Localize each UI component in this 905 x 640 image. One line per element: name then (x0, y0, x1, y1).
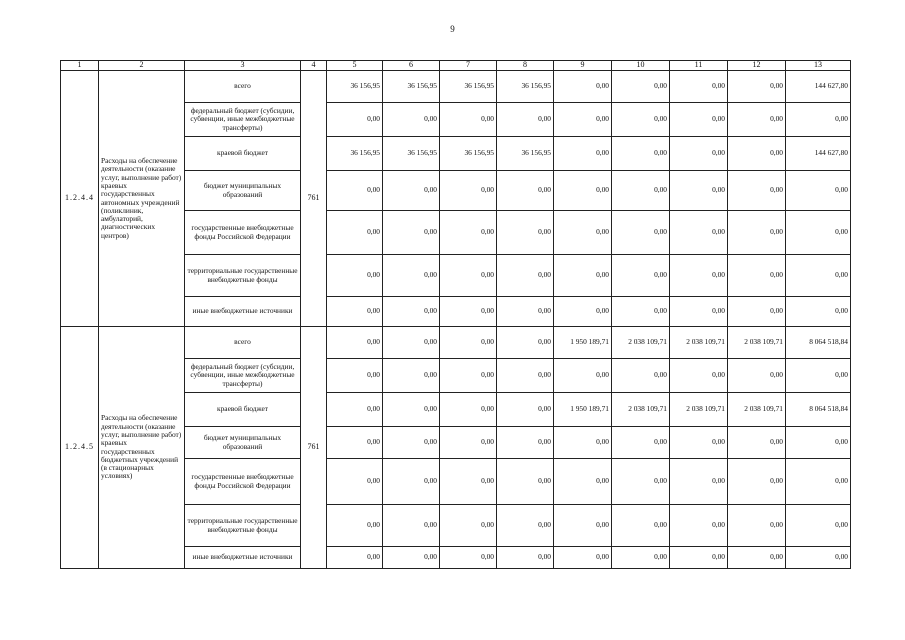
column-number: 1 (61, 61, 99, 71)
amount-cell: 0,00 (670, 71, 728, 103)
amount-cell: 0,00 (554, 427, 612, 459)
amount-cell: 1 950 189,71 (554, 327, 612, 359)
amount-cell: 0,00 (497, 327, 554, 359)
item-code: 1.2.4.4 (61, 71, 99, 327)
amount-cell: 0,00 (497, 505, 554, 547)
column-number: 13 (786, 61, 851, 71)
amount-cell: 0,00 (327, 327, 383, 359)
grbs-code: 761 (301, 71, 327, 327)
amount-cell: 0,00 (728, 459, 786, 505)
column-number: 5 (327, 61, 383, 71)
amount-cell: 0,00 (497, 427, 554, 459)
amount-cell: 0,00 (670, 255, 728, 297)
amount-cell: 2 038 109,71 (670, 327, 728, 359)
funding-source: всего (185, 327, 301, 359)
amount-cell: 0,00 (612, 505, 670, 547)
column-number: 10 (612, 61, 670, 71)
amount-cell: 0,00 (612, 255, 670, 297)
column-number: 6 (383, 61, 440, 71)
amount-cell: 0,00 (728, 505, 786, 547)
amount-cell: 0,00 (497, 359, 554, 393)
item-description: Расходы на обеспечение деятельности (оказание услуг, выполнение работ) краевых государственных бюджетных учреждений (в стационарных условиях) (99, 327, 185, 569)
amount-cell: 0,00 (612, 459, 670, 505)
funding-source: краевой бюджет (185, 137, 301, 171)
amount-cell: 0,00 (728, 103, 786, 137)
amount-cell: 0,00 (440, 459, 497, 505)
amount-cell: 0,00 (440, 211, 497, 255)
amount-cell: 0,00 (327, 459, 383, 505)
amount-cell: 0,00 (786, 171, 851, 211)
amount-cell: 0,00 (440, 103, 497, 137)
amount-cell: 0,00 (612, 71, 670, 103)
amount-cell: 0,00 (383, 427, 440, 459)
amount-cell: 0,00 (554, 505, 612, 547)
amount-cell: 0,00 (440, 255, 497, 297)
amount-cell: 0,00 (440, 427, 497, 459)
amount-cell: 0,00 (786, 459, 851, 505)
amount-cell: 0,00 (728, 427, 786, 459)
amount-cell: 0,00 (440, 359, 497, 393)
amount-cell: 0,00 (786, 211, 851, 255)
amount-cell: 0,00 (728, 547, 786, 569)
amount-cell: 0,00 (383, 171, 440, 211)
amount-cell: 0,00 (383, 255, 440, 297)
amount-cell: 0,00 (440, 171, 497, 211)
section-1-2-4-5 (61, 327, 851, 569)
amount-cell: 2 038 109,71 (670, 393, 728, 427)
amount-cell: 0,00 (670, 505, 728, 547)
amount-cell: 0,00 (554, 359, 612, 393)
amount-cell: 0,00 (383, 459, 440, 505)
column-number: 4 (301, 61, 327, 71)
column-number: 2 (99, 61, 185, 71)
amount-cell: 0,00 (728, 71, 786, 103)
amount-cell: 0,00 (670, 103, 728, 137)
amount-cell: 0,00 (612, 359, 670, 393)
amount-cell: 0,00 (554, 137, 612, 171)
amount-cell: 0,00 (383, 505, 440, 547)
amount-cell: 2 038 109,71 (728, 393, 786, 427)
amount-cell: 0,00 (670, 459, 728, 505)
column-number: 11 (670, 61, 728, 71)
amount-cell: 0,00 (612, 211, 670, 255)
funding-source: территориальные государственные внебюджетные фонды (185, 255, 301, 297)
amount-cell: 0,00 (670, 547, 728, 569)
amount-cell: 0,00 (670, 211, 728, 255)
amount-cell: 2 038 109,71 (612, 393, 670, 427)
amount-cell: 144 627,80 (786, 71, 851, 103)
amount-cell: 0,00 (728, 171, 786, 211)
funding-source: федеральный бюджет (субсидии, субвенции, иные межбюджетные трансферты) (185, 359, 301, 393)
amount-cell: 0,00 (440, 547, 497, 569)
funding-source: всего (185, 71, 301, 103)
amount-cell: 1 950 189,71 (554, 393, 612, 427)
amount-cell: 36 156,95 (383, 71, 440, 103)
amount-cell: 0,00 (728, 211, 786, 255)
amount-cell: 0,00 (670, 359, 728, 393)
amount-cell: 0,00 (786, 103, 851, 137)
table-row (61, 71, 851, 103)
amount-cell: 8 064 518,84 (786, 393, 851, 427)
funding-source: государственные внебюджетные фонды Российской Федерации (185, 211, 301, 255)
amount-cell: 0,00 (612, 427, 670, 459)
amount-cell: 0,00 (497, 103, 554, 137)
table-row (61, 327, 851, 359)
amount-cell: 0,00 (440, 327, 497, 359)
amount-cell: 0,00 (786, 547, 851, 569)
funding-source: территориальные государственные внебюджетные фонды (185, 505, 301, 547)
amount-cell: 0,00 (327, 359, 383, 393)
amount-cell: 36 156,95 (327, 137, 383, 171)
amount-cell: 8 064 518,84 (786, 327, 851, 359)
amount-cell: 0,00 (327, 297, 383, 327)
amount-cell: 0,00 (786, 297, 851, 327)
amount-cell: 0,00 (670, 427, 728, 459)
amount-cell: 0,00 (554, 171, 612, 211)
amount-cell: 2 038 109,71 (728, 327, 786, 359)
funding-source: иные внебюджетные источники (185, 547, 301, 569)
item-code: 1.2.4.5 (61, 327, 99, 569)
amount-cell: 0,00 (786, 359, 851, 393)
amount-cell: 0,00 (554, 211, 612, 255)
amount-cell: 0,00 (786, 255, 851, 297)
amount-cell: 0,00 (383, 103, 440, 137)
page-number: 9 (450, 24, 455, 34)
amount-cell: 0,00 (327, 211, 383, 255)
amount-cell: 0,00 (327, 393, 383, 427)
amount-cell: 0,00 (497, 171, 554, 211)
amount-cell: 0,00 (612, 103, 670, 137)
funding-source: краевой бюджет (185, 393, 301, 427)
amount-cell: 0,00 (554, 255, 612, 297)
amount-cell: 0,00 (554, 71, 612, 103)
amount-cell: 0,00 (383, 547, 440, 569)
funding-source: государственные внебюджетные фонды Российской Федерации (185, 459, 301, 505)
amount-cell: 144 627,80 (786, 137, 851, 171)
amount-cell: 0,00 (327, 505, 383, 547)
funding-source: федеральный бюджет (субсидии, субвенции, иные межбюджетные трансферты) (185, 103, 301, 137)
amount-cell: 0,00 (497, 255, 554, 297)
funding-source: бюджет муниципальных образований (185, 427, 301, 459)
amount-cell: 0,00 (327, 255, 383, 297)
amount-cell: 0,00 (497, 211, 554, 255)
amount-cell: 0,00 (670, 171, 728, 211)
amount-cell: 0,00 (612, 137, 670, 171)
amount-cell: 0,00 (670, 137, 728, 171)
column-number: 7 (440, 61, 497, 71)
amount-cell: 0,00 (383, 297, 440, 327)
column-number: 8 (497, 61, 554, 71)
amount-cell: 0,00 (786, 427, 851, 459)
amount-cell: 0,00 (440, 393, 497, 427)
amount-cell: 0,00 (728, 359, 786, 393)
amount-cell: 0,00 (612, 297, 670, 327)
budget-table (60, 60, 851, 569)
amount-cell: 0,00 (327, 103, 383, 137)
amount-cell: 0,00 (554, 103, 612, 137)
amount-cell: 0,00 (728, 255, 786, 297)
amount-cell: 0,00 (327, 171, 383, 211)
amount-cell: 0,00 (383, 211, 440, 255)
amount-cell: 0,00 (497, 459, 554, 505)
amount-cell: 36 156,95 (497, 71, 554, 103)
amount-cell: 0,00 (728, 297, 786, 327)
amount-cell: 0,00 (728, 137, 786, 171)
amount-cell: 36 156,95 (327, 71, 383, 103)
amount-cell: 0,00 (497, 297, 554, 327)
grbs-code: 761 (301, 327, 327, 569)
column-number: 3 (185, 61, 301, 71)
amount-cell: 2 038 109,71 (612, 327, 670, 359)
amount-cell: 0,00 (327, 547, 383, 569)
amount-cell: 0,00 (327, 427, 383, 459)
item-description: Расходы на обеспечение деятельности (оказание услуг, выполнение работ) краевых государственных автономных учреждений (поликлиник, амбулаторий, диагностических центров) (99, 71, 185, 327)
amount-cell: 0,00 (383, 359, 440, 393)
amount-cell: 0,00 (554, 297, 612, 327)
amount-cell: 0,00 (383, 327, 440, 359)
funding-source: иные внебюджетные источники (185, 297, 301, 327)
amount-cell: 0,00 (497, 393, 554, 427)
amount-cell: 0,00 (670, 297, 728, 327)
amount-cell: 0,00 (554, 547, 612, 569)
amount-cell: 0,00 (497, 547, 554, 569)
column-number: 9 (554, 61, 612, 71)
amount-cell: 36 156,95 (440, 71, 497, 103)
amount-cell: 0,00 (440, 297, 497, 327)
amount-cell: 0,00 (440, 505, 497, 547)
column-number: 12 (728, 61, 786, 71)
amount-cell: 0,00 (786, 505, 851, 547)
section-1-2-4-4 (61, 71, 851, 327)
amount-cell: 0,00 (554, 459, 612, 505)
column-number-header (61, 61, 851, 71)
amount-cell: 0,00 (612, 171, 670, 211)
amount-cell: 36 156,95 (497, 137, 554, 171)
funding-source: бюджет муниципальных образований (185, 171, 301, 211)
amount-cell: 0,00 (383, 393, 440, 427)
amount-cell: 36 156,95 (383, 137, 440, 171)
amount-cell: 36 156,95 (440, 137, 497, 171)
amount-cell: 0,00 (612, 547, 670, 569)
